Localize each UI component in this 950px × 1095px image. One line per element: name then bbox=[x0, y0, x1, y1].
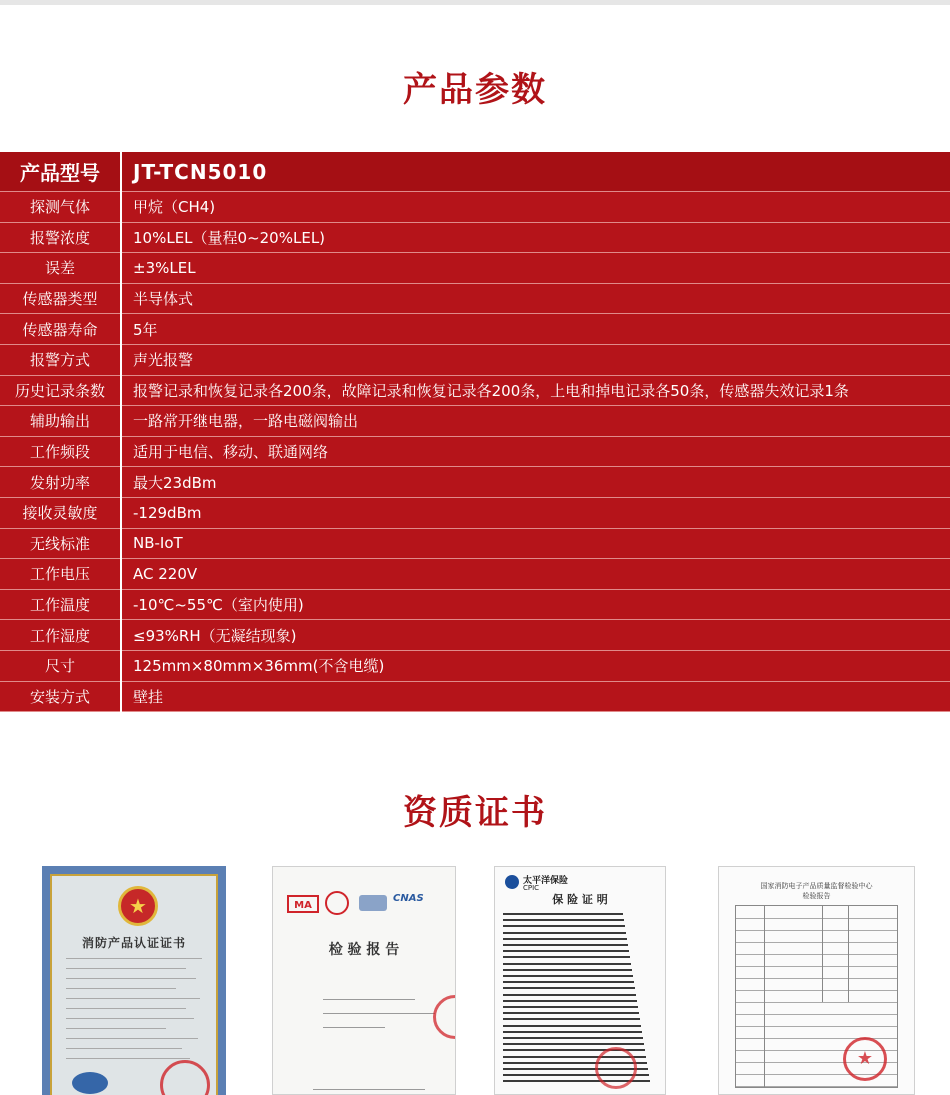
grid-line bbox=[736, 978, 897, 979]
spec-value: -10℃~55℃（室内使用) bbox=[121, 589, 950, 620]
cnas-mark-icon: CNAS bbox=[393, 893, 424, 904]
text-line bbox=[503, 969, 632, 971]
spec-value: ±3%LEL bbox=[121, 253, 950, 284]
text-line bbox=[503, 1025, 641, 1027]
certificate-image-3 bbox=[494, 866, 666, 1095]
text-line bbox=[503, 919, 624, 921]
text-line bbox=[503, 913, 623, 915]
text-line bbox=[503, 981, 634, 983]
cal-mark-icon bbox=[325, 891, 349, 915]
grid-line bbox=[736, 954, 897, 955]
spec-label: 发射功率 bbox=[0, 467, 121, 498]
certificate-image-2 bbox=[272, 866, 456, 1095]
cert-2-title: 检 验 报 告 bbox=[328, 942, 400, 958]
grid-line bbox=[736, 1026, 897, 1027]
text-line bbox=[503, 1043, 644, 1045]
text-line bbox=[503, 1000, 637, 1002]
spec-label: 工作湿度 bbox=[0, 620, 121, 651]
spec-row bbox=[0, 314, 950, 345]
spec-row bbox=[0, 620, 950, 651]
spec-row bbox=[0, 467, 950, 498]
spec-row bbox=[0, 436, 950, 467]
cma-mark-icon: MA bbox=[287, 895, 319, 913]
spec-value: 甲烷（CH4) bbox=[121, 192, 950, 223]
cert-3-title: 保 险 证 明 bbox=[552, 893, 608, 906]
text-line bbox=[503, 1012, 639, 1014]
spec-row bbox=[0, 253, 950, 284]
ilac-mark-icon bbox=[359, 895, 387, 911]
spec-row bbox=[0, 375, 950, 406]
spec-label: 工作温度 bbox=[0, 589, 121, 620]
section-title-params: 产品参数 bbox=[403, 70, 547, 110]
spec-label: 传感器类型 bbox=[0, 283, 121, 314]
spec-value: 5年 bbox=[121, 314, 950, 345]
grid-line bbox=[736, 930, 897, 931]
text-line bbox=[503, 975, 633, 977]
spec-row bbox=[0, 589, 950, 620]
section-title-certs: 资质证书 bbox=[403, 793, 547, 833]
spec-row bbox=[0, 192, 950, 223]
spec-value: 125mm×80mm×36mm(不含电缆) bbox=[121, 650, 950, 681]
spec-label: 接收灵敏度 bbox=[0, 497, 121, 528]
spec-value: 10%LEL（量程0~20%LEL) bbox=[121, 222, 950, 253]
inspection-seal-icon: ★ bbox=[843, 1037, 887, 1081]
text-line bbox=[503, 925, 625, 927]
spec-label: 工作频段 bbox=[0, 436, 121, 467]
grid-line bbox=[736, 1014, 897, 1015]
grid-line bbox=[736, 918, 897, 919]
spec-header-row bbox=[0, 152, 950, 192]
spec-label: 尺寸 bbox=[0, 650, 121, 681]
spec-value: 适用于电信、移动、联通网络 bbox=[121, 436, 950, 467]
spec-table bbox=[0, 152, 950, 712]
text-line bbox=[503, 938, 627, 940]
spec-row bbox=[0, 283, 950, 314]
cert-4-title: 检验报告 bbox=[802, 892, 831, 900]
text-line bbox=[503, 950, 629, 952]
spec-label: 辅助输出 bbox=[0, 406, 121, 437]
text-line bbox=[503, 956, 630, 958]
text-line bbox=[503, 932, 626, 934]
spec-value: ≤93%RH（无凝结现象) bbox=[121, 620, 950, 651]
spec-label: 安装方式 bbox=[0, 681, 121, 712]
text-line bbox=[503, 963, 631, 965]
spec-label: 误差 bbox=[0, 253, 121, 284]
top-divider bbox=[0, 0, 950, 5]
text-line bbox=[503, 1031, 642, 1033]
spec-label: 报警浓度 bbox=[0, 222, 121, 253]
grid-line bbox=[736, 966, 897, 967]
grid-line bbox=[736, 1086, 897, 1087]
spec-label: 工作电压 bbox=[0, 559, 121, 590]
spec-label: 无线标准 bbox=[0, 528, 121, 559]
spec-value: -129dBm bbox=[121, 497, 950, 528]
cpic-logo-icon bbox=[505, 875, 519, 889]
official-seal-icon bbox=[160, 1060, 210, 1095]
cnas-logo-icon bbox=[72, 1072, 108, 1094]
text-line bbox=[503, 994, 636, 996]
grid-line bbox=[736, 990, 897, 991]
spec-label: 报警方式 bbox=[0, 344, 121, 375]
text-line bbox=[503, 944, 628, 946]
report-seal-icon bbox=[433, 995, 456, 1039]
spec-value: NB-IoT bbox=[121, 528, 950, 559]
insurance-seal-icon bbox=[595, 1047, 637, 1089]
spec-row bbox=[0, 344, 950, 375]
text-line bbox=[503, 1037, 643, 1039]
spec-value: 一路常开继电器，一路电磁阀输出 bbox=[121, 406, 950, 437]
spec-header-value: JT-TCN5010 bbox=[121, 152, 950, 192]
spec-row bbox=[0, 528, 950, 559]
spec-row bbox=[0, 650, 950, 681]
spec-header-label: 产品型号 bbox=[0, 152, 121, 192]
grid-line bbox=[736, 942, 897, 943]
text-line bbox=[503, 987, 635, 989]
spec-value: 半导体式 bbox=[121, 283, 950, 314]
spec-row bbox=[0, 559, 950, 590]
spec-value: 报警记录和恢复记录各200条，故障记录和恢复记录各200条，上电和掉电记录各50条，传感器失效记录1条 bbox=[121, 375, 950, 406]
certificate-image-4 bbox=[718, 866, 915, 1095]
spec-label: 传感器寿命 bbox=[0, 314, 121, 345]
cert-4-header: 国家消防电子产品质量监督检验中心 bbox=[760, 882, 873, 890]
spec-value: 声光报警 bbox=[121, 344, 950, 375]
spec-label: 探测气体 bbox=[0, 192, 121, 223]
spec-row bbox=[0, 681, 950, 712]
spec-label: 历史记录条数 bbox=[0, 375, 121, 406]
spec-value: 壁挂 bbox=[121, 681, 950, 712]
cert-3-brand: 太平洋保险 bbox=[523, 876, 569, 886]
text-line bbox=[503, 1018, 640, 1020]
spec-value: 最大23dBm bbox=[121, 467, 950, 498]
spec-row bbox=[0, 222, 950, 253]
spec-row bbox=[0, 497, 950, 528]
spec-row bbox=[0, 406, 950, 437]
text-line bbox=[503, 1006, 638, 1008]
spec-value: AC 220V bbox=[121, 559, 950, 590]
cert-3-brand-en: CPIC bbox=[523, 884, 540, 892]
national-emblem-icon: ★ bbox=[118, 886, 158, 926]
cert-1-title: 消防产品认证证书 bbox=[81, 936, 186, 950]
certificate-image-1 bbox=[42, 866, 226, 1095]
grid-line bbox=[736, 1002, 897, 1003]
